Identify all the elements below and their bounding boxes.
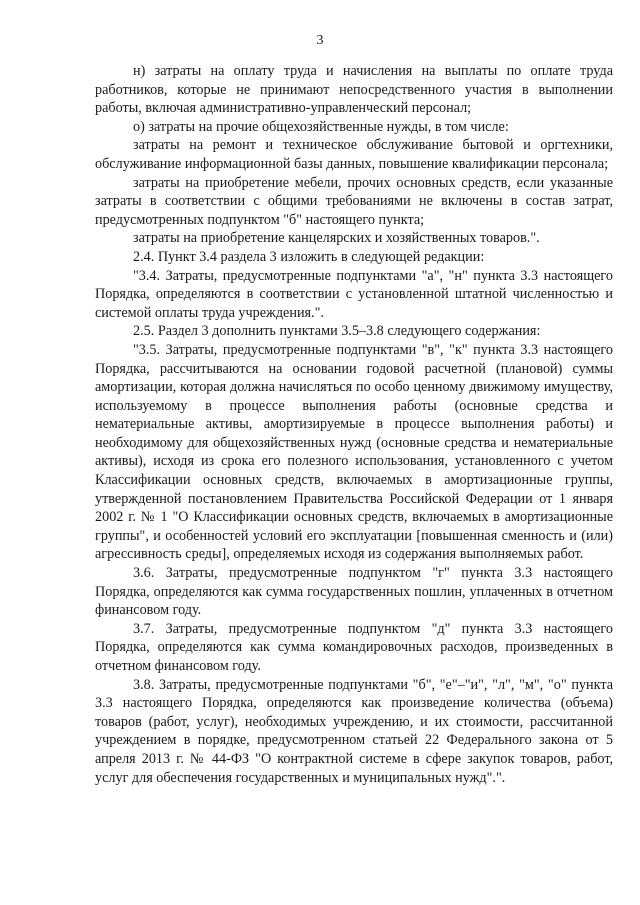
paragraph-3-5: "3.5. Затраты, предусмотренные подпунктами "в", "к" пункта 3.3 настоящего Порядка, рассчитываются на основании годовой расчетной (плановой) суммы амортизации, которая должна начисляться по особо ценному движимому имуществу, используемому в процессе выполнения работы (основные средства и нематериальные активы, амортизируемые в процессе выполнения работы) и необходимому для общехозяйственных нужд (основные средства и нематериальные активы), исходя из срока его полезного использования, установленного с учетом Классификации основных средств, включаемых в амортизационные группы, утвержденной постановлением Правительства Российской Федерации от 1 января 2002 г. № 1 "О Классификации основных средств, включаемых в амортизационные группы", и особенностей условий его эксплуатации [повышенная сменность и (или) агрессивность среды], определяемых исходя из содержания выполняемых работ. [95,341,613,563]
paragraph-repair-costs: затраты на ремонт и техническое обслуживание бытовой и оргтехники, обслуживание информационной базы данных, повышение квалификации персонала; [95,137,613,172]
paragraph-o-general-costs: о) затраты на прочие общехозяйственные нужды, в том числе: [133,118,509,135]
paragraph-n-labor-costs: н) затраты на оплату труда и начисления на выплаты по оплате труда работников, которые не принимают непосредственного участия в выполнении работы, включая административно-управленческий персонал; [95,63,613,117]
paragraph-stationery-costs: затраты на приобретение канцелярских и хозяйственных товаров.". [133,230,540,247]
paragraph-2-4: 2.4. Пункт 3.4 раздела 3 изложить в следующей редакции: [133,248,485,265]
paragraph-furniture-costs: затраты на приобретение мебели, прочих основных средств, если указанные затраты в соответствии с общими требованиями не включены в состав затрат, предусмотренных подпунктом "б" настоящего пункта; [95,174,613,228]
page-number: 3 [316,33,324,48]
document-body [95,62,613,787]
paragraph-2-5: 2.5. Раздел 3 дополнить пунктами 3.5–3.8 следующего содержания: [133,323,541,340]
paragraph-3-7: 3.7. Затраты, предусмотренные подпунктом "д" пункта 3.3 настоящего Порядка, определяются как сумма командировочных расходов, произведенных в отчетном финансовом году. [95,620,613,674]
paragraph-3-6: 3.6. Затраты, предусмотренные подпунктом "г" пункта 3.3 настоящего Порядка, определяются как сумма государственных пошлин, уплаченных в отчетном финансовом году. [95,565,613,619]
paragraph-3-4: "3.4. Затраты, предусмотренные подпунктами "а", "н" пункта 3.3 настоящего Порядка, определяются в соответствии с установленной штатной численностью и системой оплаты труда учреждения.". [95,267,613,321]
paragraph-3-8: 3.8. Затраты, предусмотренные подпунктами "б", "е"–"и", "л", "м", "о" пункта 3.3 настоящего Порядка, определяются как произведение количества (объема) товаров (работ, услуг), необходимых учреждению, и их стоимости, рассчитанной учреждением в порядке, предусмотренном статьей 22 Федерального закона от 5 апреля 2013 г. № 44-ФЗ "О контрактной системе в сфере закупок товаров, работ, услуг для обеспечения государственных и муниципальных нужд".". [95,676,613,786]
